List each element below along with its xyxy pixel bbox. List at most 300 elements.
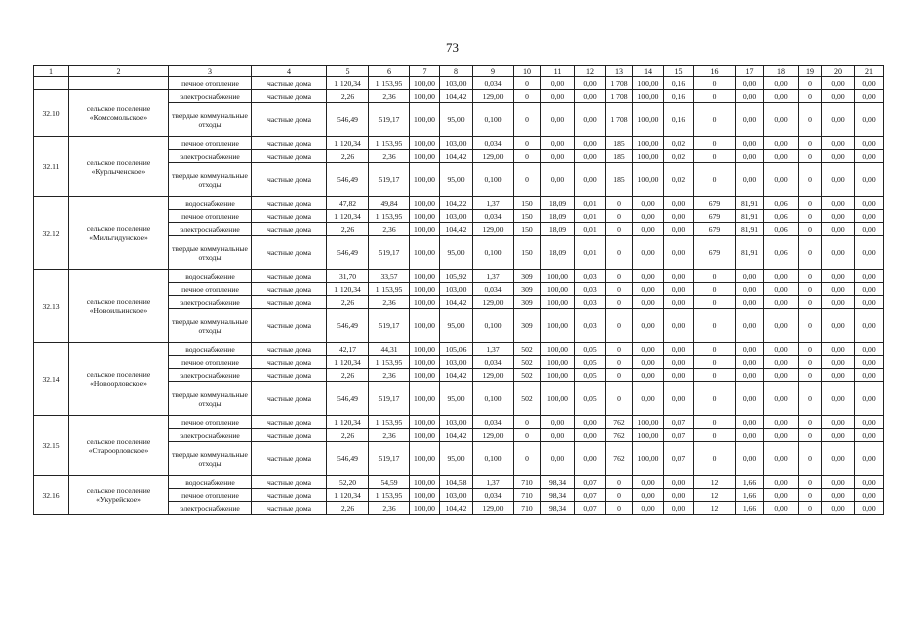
value-cell: 1 153,95	[369, 489, 410, 502]
value-cell: 546,49	[327, 236, 369, 270]
value-cell: 105,92	[440, 270, 473, 283]
value-cell: 0	[694, 103, 736, 137]
value-cell: 679	[694, 236, 736, 270]
value-cell: 18,09	[541, 236, 575, 270]
value-cell: 0	[694, 356, 736, 369]
table-row	[34, 90, 884, 103]
value-cell: 0,00	[822, 197, 855, 210]
value-cell: 0,00	[764, 356, 799, 369]
value-cell: 49,84	[369, 197, 410, 210]
value-cell: 0	[694, 90, 736, 103]
value-cell: 104,42	[440, 296, 473, 309]
value-cell: 100,00	[410, 163, 440, 197]
settlement-name	[69, 77, 169, 90]
value-cell: 0,00	[764, 502, 799, 515]
value-cell: 519,17	[369, 382, 410, 416]
consumer-category: частные дома	[252, 77, 327, 90]
value-cell: 502	[514, 369, 541, 382]
value-cell: 0	[694, 270, 736, 283]
value-cell: 100,00	[633, 77, 664, 90]
value-cell: 100,00	[633, 90, 664, 103]
value-cell: 0,00	[855, 77, 884, 90]
value-cell: 100,00	[410, 137, 440, 150]
value-cell: 2,26	[327, 223, 369, 236]
settlement-name: сельское поселение «Новоильинское»	[69, 270, 169, 343]
value-cell: 0,00	[764, 283, 799, 296]
value-cell: 0,00	[736, 309, 764, 343]
value-cell: 0,01	[575, 197, 606, 210]
value-cell: 519,17	[369, 103, 410, 137]
value-cell: 0,00	[541, 103, 575, 137]
value-cell: 100,00	[541, 283, 575, 296]
value-cell: 0	[694, 369, 736, 382]
value-cell: 0,00	[822, 236, 855, 270]
value-cell: 0	[514, 416, 541, 429]
value-cell: 0,00	[822, 476, 855, 489]
value-cell: 0,00	[855, 502, 884, 515]
value-cell: 129,00	[473, 369, 514, 382]
value-cell: 0,00	[822, 77, 855, 90]
value-cell: 0,01	[575, 223, 606, 236]
column-number-13: 13	[606, 66, 633, 77]
value-cell: 0	[694, 283, 736, 296]
value-cell: 0,00	[736, 356, 764, 369]
column-number-20: 20	[822, 66, 855, 77]
value-cell: 0	[799, 429, 822, 442]
consumer-category: частные дома	[252, 163, 327, 197]
value-cell: 0	[799, 270, 822, 283]
value-cell: 0,00	[822, 283, 855, 296]
value-cell: 0,00	[822, 90, 855, 103]
service-name: печное отопление	[169, 210, 252, 223]
value-cell: 0,03	[575, 283, 606, 296]
value-cell: 100,00	[410, 103, 440, 137]
value-cell: 0,00	[575, 416, 606, 429]
settlement-name: сельское поселение «Мильгидунское»	[69, 197, 169, 270]
value-cell: 0,00	[855, 369, 884, 382]
value-cell: 98,34	[541, 489, 575, 502]
consumer-category: частные дома	[252, 223, 327, 236]
consumer-category: частные дома	[252, 382, 327, 416]
value-cell: 546,49	[327, 309, 369, 343]
value-cell: 0,16	[664, 90, 694, 103]
value-cell: 2,36	[369, 502, 410, 515]
service-name: электроснабжение	[169, 150, 252, 163]
value-cell: 98,34	[541, 502, 575, 515]
value-cell: 0,034	[473, 489, 514, 502]
page-number: 73	[446, 40, 459, 55]
column-number-4: 4	[252, 66, 327, 77]
service-name: твердые коммунальные отходы	[169, 309, 252, 343]
value-cell: 0	[514, 163, 541, 197]
value-cell: 0,00	[736, 416, 764, 429]
value-cell: 1 120,34	[327, 416, 369, 429]
value-cell: 0	[606, 223, 633, 236]
value-cell: 0	[606, 476, 633, 489]
value-cell: 0,00	[633, 236, 664, 270]
consumer-category: частные дома	[252, 270, 327, 283]
value-cell: 2,26	[327, 429, 369, 442]
value-cell: 0	[799, 309, 822, 343]
value-cell: 2,26	[327, 90, 369, 103]
value-cell: 100,00	[410, 150, 440, 163]
service-name: печное отопление	[169, 356, 252, 369]
value-cell: 0	[799, 223, 822, 236]
value-cell: 519,17	[369, 309, 410, 343]
value-cell: 0,00	[633, 502, 664, 515]
consumer-category: частные дома	[252, 296, 327, 309]
value-cell: 762	[606, 416, 633, 429]
service-name: электроснабжение	[169, 90, 252, 103]
value-cell: 1,37	[473, 197, 514, 210]
value-cell: 150	[514, 236, 541, 270]
consumer-category: частные дома	[252, 356, 327, 369]
value-cell: 0,00	[575, 442, 606, 476]
value-cell: 1 153,95	[369, 356, 410, 369]
value-cell: 546,49	[327, 163, 369, 197]
value-cell: 0,00	[575, 150, 606, 163]
table-row	[34, 197, 884, 210]
value-cell: 0,01	[575, 236, 606, 270]
column-number-2: 2	[69, 66, 169, 77]
value-cell: 0,00	[575, 103, 606, 137]
value-cell: 104,22	[440, 197, 473, 210]
consumer-category: частные дома	[252, 150, 327, 163]
value-cell: 0,07	[664, 429, 694, 442]
value-cell: 0,00	[822, 429, 855, 442]
value-cell: 81,91	[736, 223, 764, 236]
settlement-code: 32.13	[34, 270, 69, 343]
table-row	[34, 77, 884, 90]
value-cell: 0,06	[764, 197, 799, 210]
value-cell: 0,00	[541, 442, 575, 476]
value-cell: 0,00	[736, 369, 764, 382]
column-number-11: 11	[541, 66, 575, 77]
value-cell: 762	[606, 442, 633, 476]
value-cell: 129,00	[473, 150, 514, 163]
value-cell: 105,06	[440, 343, 473, 356]
value-cell: 0,00	[764, 150, 799, 163]
value-cell: 100,00	[541, 369, 575, 382]
value-cell: 2,36	[369, 223, 410, 236]
value-cell: 1 120,34	[327, 283, 369, 296]
value-cell: 0,00	[855, 150, 884, 163]
value-cell: 185	[606, 163, 633, 197]
value-cell: 0,034	[473, 77, 514, 90]
value-cell: 0	[799, 150, 822, 163]
value-cell: 0,00	[633, 210, 664, 223]
value-cell: 52,20	[327, 476, 369, 489]
tariff-table	[33, 65, 884, 515]
value-cell: 0,00	[855, 416, 884, 429]
value-cell: 0,00	[822, 150, 855, 163]
value-cell: 0,00	[664, 236, 694, 270]
settlement-code: 32.14	[34, 343, 69, 416]
column-number-18: 18	[764, 66, 799, 77]
value-cell: 0,00	[764, 476, 799, 489]
column-number-5: 5	[327, 66, 369, 77]
value-cell: 0,00	[541, 90, 575, 103]
value-cell: 1,66	[736, 476, 764, 489]
value-cell: 1 153,95	[369, 283, 410, 296]
value-cell: 0,00	[855, 429, 884, 442]
value-cell: 0,00	[855, 356, 884, 369]
value-cell: 0,034	[473, 356, 514, 369]
value-cell: 1 708	[606, 77, 633, 90]
value-cell: 0,100	[473, 163, 514, 197]
value-cell: 0	[606, 283, 633, 296]
value-cell: 0	[606, 489, 633, 502]
value-cell: 0,00	[855, 442, 884, 476]
value-cell: 0,05	[575, 356, 606, 369]
settlement-code: 32.15	[34, 416, 69, 476]
value-cell: 0	[694, 343, 736, 356]
value-cell: 0,00	[764, 270, 799, 283]
value-cell: 1 153,95	[369, 210, 410, 223]
value-cell: 0,00	[855, 103, 884, 137]
value-cell: 0,00	[822, 210, 855, 223]
value-cell: 0	[606, 309, 633, 343]
value-cell: 0	[606, 197, 633, 210]
value-cell: 0,00	[855, 236, 884, 270]
value-cell: 2,36	[369, 296, 410, 309]
value-cell: 0,00	[822, 343, 855, 356]
value-cell: 0,16	[664, 77, 694, 90]
value-cell: 502	[514, 382, 541, 416]
value-cell: 95,00	[440, 442, 473, 476]
value-cell: 0,00	[855, 489, 884, 502]
value-cell: 0,00	[855, 296, 884, 309]
value-cell: 0,00	[822, 103, 855, 137]
consumer-category: частные дома	[252, 90, 327, 103]
table-row	[34, 476, 884, 489]
value-cell: 546,49	[327, 442, 369, 476]
value-cell: 0,00	[764, 369, 799, 382]
consumer-category: частные дома	[252, 502, 327, 515]
service-name: печное отопление	[169, 283, 252, 296]
service-name: электроснабжение	[169, 369, 252, 382]
value-cell: 0,00	[575, 90, 606, 103]
value-cell: 1 120,34	[327, 356, 369, 369]
service-name: электроснабжение	[169, 502, 252, 515]
value-cell: 0	[694, 429, 736, 442]
value-cell: 0	[799, 369, 822, 382]
value-cell: 0,00	[541, 150, 575, 163]
value-cell: 0	[694, 309, 736, 343]
value-cell: 0,00	[822, 163, 855, 197]
value-cell: 0,100	[473, 382, 514, 416]
value-cell: 0,03	[575, 309, 606, 343]
value-cell: 0,00	[633, 382, 664, 416]
value-cell: 0,07	[575, 476, 606, 489]
table-row	[34, 343, 884, 356]
value-cell: 0,00	[664, 223, 694, 236]
consumer-category: частные дома	[252, 236, 327, 270]
value-cell: 100,00	[410, 476, 440, 489]
value-cell: 103,00	[440, 416, 473, 429]
value-cell: 0,00	[764, 429, 799, 442]
column-number-7: 7	[410, 66, 440, 77]
value-cell: 1,37	[473, 270, 514, 283]
value-cell: 0,00	[822, 382, 855, 416]
value-cell: 0,00	[541, 137, 575, 150]
column-number-17: 17	[736, 66, 764, 77]
value-cell: 0,00	[822, 309, 855, 343]
value-cell: 1 153,95	[369, 416, 410, 429]
consumer-category: частные дома	[252, 429, 327, 442]
value-cell: 1 120,34	[327, 489, 369, 502]
value-cell: 104,42	[440, 150, 473, 163]
consumer-category: частные дома	[252, 343, 327, 356]
value-cell: 0,00	[664, 283, 694, 296]
value-cell: 0,00	[664, 343, 694, 356]
value-cell: 0,00	[822, 223, 855, 236]
column-number-15: 15	[664, 66, 694, 77]
value-cell: 0	[799, 382, 822, 416]
service-name: печное отопление	[169, 137, 252, 150]
value-cell: 2,26	[327, 296, 369, 309]
settlement-code: 32.10	[34, 90, 69, 137]
service-name: твердые коммунальные отходы	[169, 382, 252, 416]
value-cell: 0,01	[575, 210, 606, 223]
value-cell: 0,00	[664, 197, 694, 210]
value-cell: 18,09	[541, 197, 575, 210]
settlement-code: 32.11	[34, 137, 69, 197]
value-cell: 1,37	[473, 476, 514, 489]
consumer-category: частные дома	[252, 197, 327, 210]
value-cell: 0,00	[855, 270, 884, 283]
value-cell: 100,00	[410, 343, 440, 356]
value-cell: 0,00	[764, 137, 799, 150]
value-cell: 0	[694, 296, 736, 309]
value-cell: 18,09	[541, 210, 575, 223]
value-cell: 98,34	[541, 476, 575, 489]
value-cell: 100,00	[541, 270, 575, 283]
value-cell: 0,00	[633, 223, 664, 236]
value-cell: 129,00	[473, 429, 514, 442]
value-cell: 100,00	[633, 137, 664, 150]
value-cell: 502	[514, 356, 541, 369]
value-cell: 0	[694, 137, 736, 150]
value-cell: 103,00	[440, 210, 473, 223]
value-cell: 100,00	[410, 223, 440, 236]
value-cell: 0,00	[855, 163, 884, 197]
value-cell: 100,00	[633, 416, 664, 429]
value-cell: 1 120,34	[327, 210, 369, 223]
value-cell: 0,00	[855, 197, 884, 210]
value-cell: 0	[606, 382, 633, 416]
value-cell: 1 708	[606, 90, 633, 103]
value-cell: 0	[606, 210, 633, 223]
value-cell: 0	[799, 90, 822, 103]
value-cell: 0,00	[822, 369, 855, 382]
consumer-category: частные дома	[252, 103, 327, 137]
value-cell: 0,00	[736, 270, 764, 283]
value-cell: 0,00	[736, 90, 764, 103]
value-cell: 0,00	[855, 283, 884, 296]
column-number-21: 21	[855, 66, 884, 77]
table-row	[34, 416, 884, 429]
value-cell: 0,00	[764, 489, 799, 502]
value-cell: 0,00	[541, 429, 575, 442]
value-cell: 1,37	[473, 343, 514, 356]
value-cell: 0,07	[575, 502, 606, 515]
value-cell: 0	[514, 429, 541, 442]
value-cell: 1 708	[606, 103, 633, 137]
value-cell: 81,91	[736, 236, 764, 270]
value-cell: 104,42	[440, 502, 473, 515]
value-cell: 0,100	[473, 442, 514, 476]
value-cell: 0,00	[855, 210, 884, 223]
column-number-16: 16	[694, 66, 736, 77]
value-cell: 546,49	[327, 103, 369, 137]
service-name: твердые коммунальные отходы	[169, 442, 252, 476]
value-cell: 710	[514, 502, 541, 515]
value-cell: 150	[514, 210, 541, 223]
value-cell: 95,00	[440, 382, 473, 416]
value-cell: 0,00	[575, 163, 606, 197]
value-cell: 0	[514, 77, 541, 90]
consumer-category: частные дома	[252, 210, 327, 223]
value-cell: 0	[606, 270, 633, 283]
value-cell: 100,00	[410, 356, 440, 369]
value-cell: 2,26	[327, 369, 369, 382]
value-cell: 679	[694, 210, 736, 223]
value-cell: 0	[799, 137, 822, 150]
value-cell: 100,00	[633, 163, 664, 197]
value-cell: 1,66	[736, 489, 764, 502]
service-name: водоснабжение	[169, 476, 252, 489]
value-cell: 0,00	[764, 296, 799, 309]
value-cell: 0,034	[473, 137, 514, 150]
value-cell: 519,17	[369, 236, 410, 270]
consumer-category: частные дома	[252, 283, 327, 296]
value-cell: 0,00	[855, 223, 884, 236]
value-cell: 0,16	[664, 103, 694, 137]
value-cell: 0	[799, 77, 822, 90]
value-cell: 0,00	[822, 296, 855, 309]
value-cell: 0,06	[764, 210, 799, 223]
settlement-code: 32.16	[34, 476, 69, 515]
value-cell: 100,00	[633, 442, 664, 476]
value-cell: 0	[799, 416, 822, 429]
value-cell: 0,100	[473, 236, 514, 270]
value-cell: 0,06	[764, 223, 799, 236]
value-cell: 100,00	[410, 416, 440, 429]
value-cell: 81,91	[736, 197, 764, 210]
value-cell: 0,00	[633, 270, 664, 283]
value-cell: 0,00	[736, 296, 764, 309]
value-cell: 0	[799, 236, 822, 270]
value-cell: 0	[799, 296, 822, 309]
value-cell: 0	[606, 502, 633, 515]
value-cell: 0,00	[855, 309, 884, 343]
value-cell: 2,36	[369, 369, 410, 382]
column-number-3: 3	[169, 66, 252, 77]
settlement-name: сельское поселение «Староорловское»	[69, 416, 169, 476]
value-cell: 0,00	[822, 489, 855, 502]
value-cell: 0,00	[633, 197, 664, 210]
value-cell: 100,00	[633, 429, 664, 442]
value-cell: 502	[514, 343, 541, 356]
settlement-name: сельское поселение «Курлыченское»	[69, 137, 169, 197]
value-cell: 762	[606, 429, 633, 442]
value-cell: 0,00	[736, 343, 764, 356]
value-cell: 0,00	[736, 442, 764, 476]
value-cell: 519,17	[369, 442, 410, 476]
value-cell: 0,00	[541, 77, 575, 90]
value-cell: 0,00	[822, 502, 855, 515]
